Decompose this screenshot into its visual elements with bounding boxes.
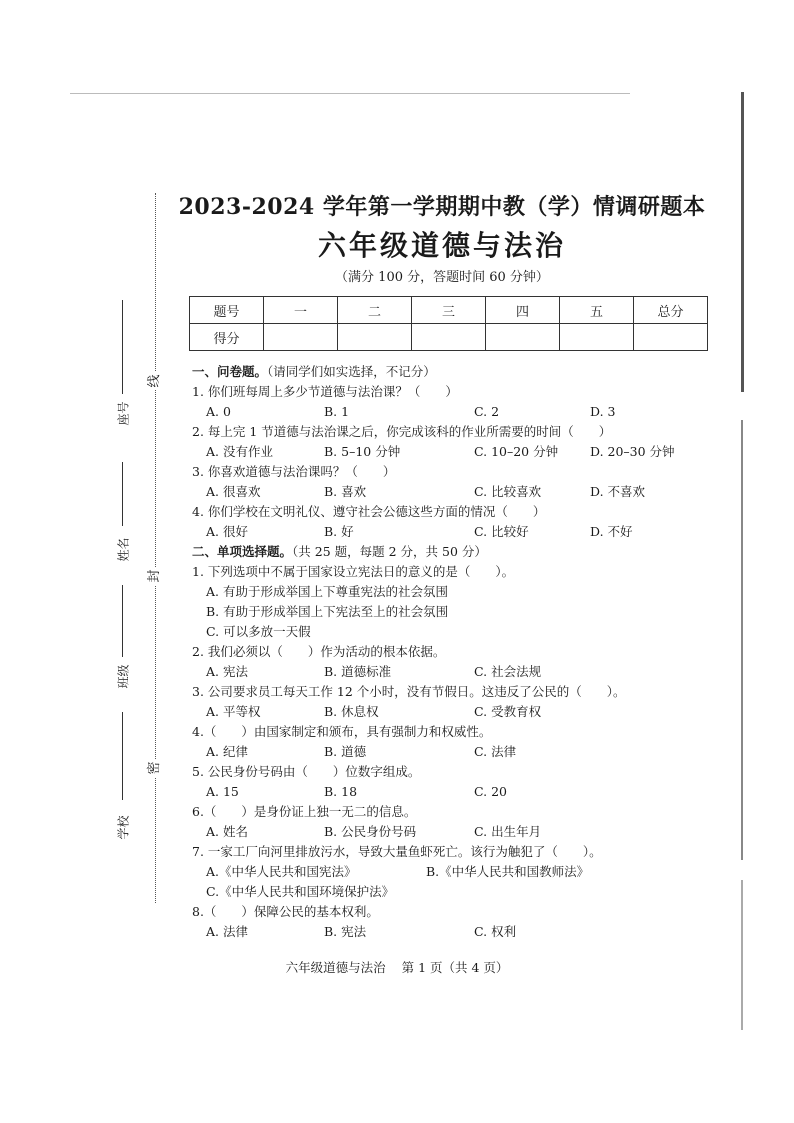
option: A.《中华人民共和国宪法》 xyxy=(206,864,357,879)
option-row xyxy=(192,782,732,802)
question-stem: 3. 公司要求员工每天工作 12 个小时，没有节假日。这违反了公民的（ ）。 xyxy=(192,684,626,699)
table-cell: 四 xyxy=(486,297,560,324)
option: B. 道德标准 xyxy=(324,664,392,679)
score-cell[interactable] xyxy=(338,324,412,351)
option-row xyxy=(192,482,732,502)
exam-info: （满分 100 分，答题时间 60 分钟） xyxy=(335,270,549,285)
table-cell: 五 xyxy=(560,297,634,324)
option: C. 比较喜欢 xyxy=(474,484,542,499)
option: C. 10–20 分钟 xyxy=(474,444,559,459)
question-stem: 2. 我们必须以（ ）作为活动的根本依据。 xyxy=(192,644,446,659)
school-field[interactable] xyxy=(112,712,132,842)
option: B.《中华人民共和国教师法》 xyxy=(426,864,590,879)
option: C. 可以多放一天假 xyxy=(206,624,311,639)
page-footer xyxy=(0,958,794,976)
field-label: 班级 xyxy=(116,664,131,689)
option-row xyxy=(192,402,732,422)
option: A. 宪法 xyxy=(206,664,248,679)
option-row xyxy=(192,742,732,762)
question-stem: 1. 下列选项中不属于国家设立宪法日的意义的是（ ）。 xyxy=(192,564,515,579)
field-label: 学校 xyxy=(116,815,131,840)
option-row xyxy=(192,862,732,882)
option: B. 好 xyxy=(324,524,354,539)
option: B. 18 xyxy=(324,784,358,799)
seal-mark-xian: 线 xyxy=(146,372,164,390)
table-cell: 一 xyxy=(264,297,338,324)
option: B. 有助于形成举国上下宪法至上的社会氛围 xyxy=(206,604,449,619)
question-stem: 4.（ ）由国家制定和颁布，具有强制力和权威性。 xyxy=(192,724,492,739)
subject-title: 六年级道德与法治 xyxy=(317,229,566,262)
score-cell[interactable] xyxy=(634,324,708,351)
scan-edge xyxy=(741,92,744,392)
option-row xyxy=(192,922,732,942)
option: C. 出生年月 xyxy=(474,824,542,839)
question-stem: 8.（ ）保障公民的基本权利。 xyxy=(192,904,379,919)
option: D. 不喜欢 xyxy=(590,484,646,499)
scan-edge xyxy=(741,880,743,1030)
option: C. 受教育权 xyxy=(474,704,542,719)
exam-title: 2023-2024 学年第一学期期中教（学）情调研题本 xyxy=(178,194,706,220)
score-cell[interactable] xyxy=(560,324,634,351)
question-stem: 2. 每上完 1 节道德与法治课之后，你完成该科的作业所需要的时间（ ） xyxy=(192,424,612,439)
question-stem: 1. 你们班每周上多少节道德与法治课？（ ） xyxy=(192,384,458,399)
field-label: 座号 xyxy=(116,401,131,426)
option: A. 姓名 xyxy=(206,824,248,839)
field-label: 姓名 xyxy=(116,537,131,562)
table-cell: 二 xyxy=(338,297,412,324)
option: A. 有助于形成举国上下尊重宪法的社会氛围 xyxy=(206,584,448,599)
option: A. 15 xyxy=(206,784,239,799)
table-cell: 总分 xyxy=(634,297,708,324)
option: B. 5–10 分钟 xyxy=(324,444,401,459)
section-heading: 二、单项选择题。（共 25 题，每题 2 分，共 50 分） xyxy=(192,544,487,559)
name-field[interactable] xyxy=(112,462,132,602)
table-cell: 三 xyxy=(412,297,486,324)
footer-page-number: 第 1 页（共 4 页） xyxy=(401,960,509,975)
option: A. 很喜欢 xyxy=(206,484,261,499)
option: A. 纪律 xyxy=(206,744,248,759)
option: C. 法律 xyxy=(474,744,517,759)
score-table-score-row xyxy=(190,324,708,351)
footer-subject: 六年级道德与法治 xyxy=(285,960,386,975)
option: B. 1 xyxy=(324,404,350,419)
option: A. 0 xyxy=(206,404,231,419)
option-row xyxy=(192,702,732,722)
option: B. 宪法 xyxy=(324,924,367,939)
seat-number-field[interactable] xyxy=(112,300,132,440)
option: A. 法律 xyxy=(206,924,248,939)
option: B. 道德 xyxy=(324,744,367,759)
seal-mark-mi: 密 xyxy=(146,759,164,777)
score-table-header-row xyxy=(190,297,708,324)
score-cell[interactable] xyxy=(486,324,560,351)
option: D. 3 xyxy=(590,404,616,419)
option: C. 社会法规 xyxy=(474,664,542,679)
question-stem: 7. 一家工厂向河里排放污水，导致大量鱼虾死亡。该行为触犯了（ ）。 xyxy=(192,844,602,859)
question-stem: 4. 你们学校在文明礼仪、遵守社会公德这些方面的情况（ ） xyxy=(192,504,546,519)
option: A. 平等权 xyxy=(206,704,261,719)
score-cell[interactable] xyxy=(412,324,486,351)
option-row xyxy=(192,662,732,682)
score-table xyxy=(189,296,708,351)
option: D. 20–30 分钟 xyxy=(590,444,675,459)
option: D. 不好 xyxy=(590,524,633,539)
option: C. 20 xyxy=(474,784,507,799)
scan-edge xyxy=(741,420,743,860)
option: C.《中华人民共和国环境保护法》 xyxy=(206,884,395,899)
class-field[interactable] xyxy=(112,585,132,715)
option: C. 比较好 xyxy=(474,524,529,539)
table-cell: 得分 xyxy=(190,324,264,351)
option: B. 休息权 xyxy=(324,704,379,719)
question-stem: 6.（ ）是身份证上独一无二的信息。 xyxy=(192,804,417,819)
binding-margin xyxy=(0,0,180,1123)
option-row xyxy=(192,522,732,542)
table-cell: 题号 xyxy=(190,297,264,324)
section-heading: 一、问卷题。（请同学们如实选择，不记分） xyxy=(192,364,436,379)
option: C. 权利 xyxy=(474,924,517,939)
seal-mark-feng: 封 xyxy=(146,567,164,585)
question-content xyxy=(192,362,732,942)
question-stem: 5. 公民身份号码由（ ）位数字组成。 xyxy=(192,764,421,779)
seal-line xyxy=(155,193,156,903)
option: A. 很好 xyxy=(206,524,248,539)
option: A. 没有作业 xyxy=(206,444,273,459)
option-row xyxy=(192,442,732,462)
score-cell[interactable] xyxy=(264,324,338,351)
option: B. 公民身份号码 xyxy=(324,824,417,839)
option: C. 2 xyxy=(474,404,500,419)
option-row xyxy=(192,822,732,842)
option: B. 喜欢 xyxy=(324,484,367,499)
question-stem: 3. 你喜欢道德与法治课吗？（ ） xyxy=(192,464,396,479)
